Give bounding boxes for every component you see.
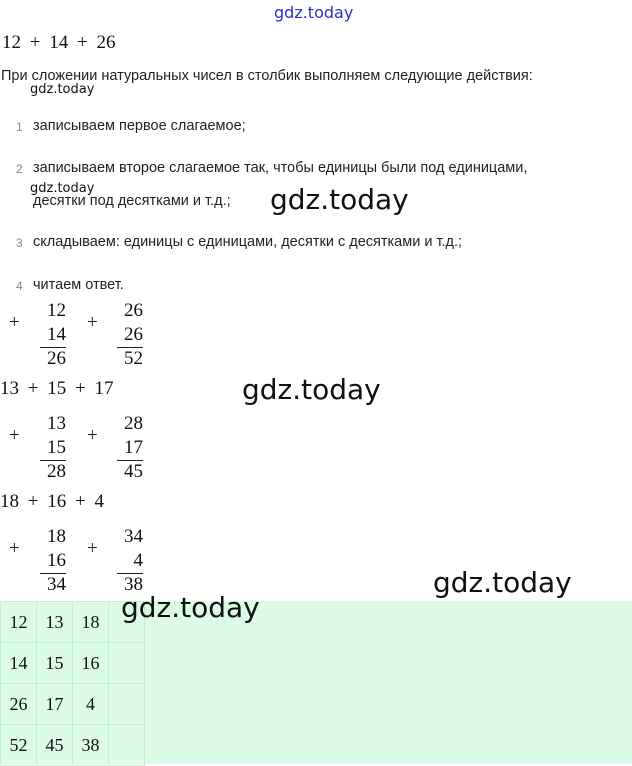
table-cell: 26 [1,684,37,725]
intro-text: При сложении натуральных чисел в столбик выполняем следующие действия: [1,68,533,84]
column-addition [113,299,143,371]
watermark: gdz.today [30,82,95,97]
expr-op: + [74,491,86,512]
watermark: gdz.today [433,566,572,599]
table-cell: 45 [37,725,73,766]
table-cell-empty [109,725,145,766]
column-addition [113,412,143,484]
expr-term: 12 [2,32,21,53]
plus-sign: + [87,312,98,333]
expr-op: + [27,378,39,399]
addend: 4 [133,550,143,571]
step-text: читаем ответ. [33,277,124,293]
expr-op: + [27,491,39,512]
sum-line [117,347,143,348]
expr-term: 14 [49,32,69,53]
sum: 38 [124,574,143,595]
sum: 26 [47,348,66,369]
expr-op: + [29,32,41,53]
addend: 18 [47,526,66,547]
expr-term: 26 [96,32,116,53]
step-number: 1 [16,120,23,134]
expr-term: 13 [0,378,19,399]
column-addition [36,299,66,371]
watermark: gdz.today [270,183,409,216]
step-text: складываем: единицы с единицами, десятки с десятками и т.д.; [33,234,463,250]
plus-sign: + [9,538,20,559]
sum: 45 [124,461,143,482]
table-row [1,684,145,725]
expression-1 [2,32,115,54]
table-cell-empty [109,643,145,684]
table-cell: 17 [37,684,73,725]
expr-op: + [74,378,86,399]
watermark-hidden: gdz.today [520,740,570,751]
sum-line [40,573,66,574]
sum-line [40,347,66,348]
watermark: gdz.today [121,591,260,624]
table-cell: 38 [73,725,109,766]
table-cell: 16 [73,643,109,684]
site-logo[interactable]: gdz.today [274,3,354,22]
plus-sign: + [9,312,20,333]
sum-line [117,460,143,461]
expression-2 [0,378,113,400]
table-row [1,643,145,684]
expr-term: 15 [47,378,67,399]
table-cell: 14 [1,643,37,684]
plus-sign: + [9,425,20,446]
expr-term: 16 [47,491,67,512]
table-cell: 15 [37,643,73,684]
addend: 26 [124,324,143,345]
addend: 15 [47,437,66,458]
sum-line [117,573,143,574]
sum: 34 [47,574,66,595]
table-cell: 4 [73,684,109,725]
watermark: gdz.today [30,181,95,196]
column-addition [36,412,66,484]
step-number: 3 [16,236,23,250]
addend: 13 [47,413,66,434]
addend: 12 [47,300,66,321]
addend: 26 [124,300,143,321]
column-addition [36,525,66,597]
table-cell: 52 [1,725,37,766]
expression-3 [0,491,104,513]
step-text-continued: десятки под десятками и т.д.; [33,193,231,209]
sum-line [40,460,66,461]
expr-op: + [76,32,88,53]
addend: 28 [124,413,143,434]
table-cell: 12 [1,602,37,643]
sum: 28 [47,461,66,482]
column-addition [113,525,143,597]
plus-sign: + [87,425,98,446]
expr-term: 18 [0,491,19,512]
table-cell: 13 [37,602,73,643]
result-table [0,601,145,766]
watermark: gdz.today [242,373,381,406]
step-number: 4 [16,279,23,293]
plus-sign: + [87,538,98,559]
table-row [1,725,145,766]
sum: 52 [124,348,143,369]
expr-term: 17 [94,378,114,399]
table-cell: 18 [73,602,109,643]
step-text: записываем второе слагаемое так, чтобы единицы были под единицами, [33,160,528,176]
step-text: записываем первое слагаемое; [33,118,246,134]
addend: 17 [124,437,143,458]
step-number: 2 [16,162,23,176]
table-cell-empty [109,684,145,725]
addend: 14 [47,324,66,345]
addend: 34 [124,526,143,547]
expr-term: 4 [94,491,104,512]
addend: 16 [47,550,66,571]
